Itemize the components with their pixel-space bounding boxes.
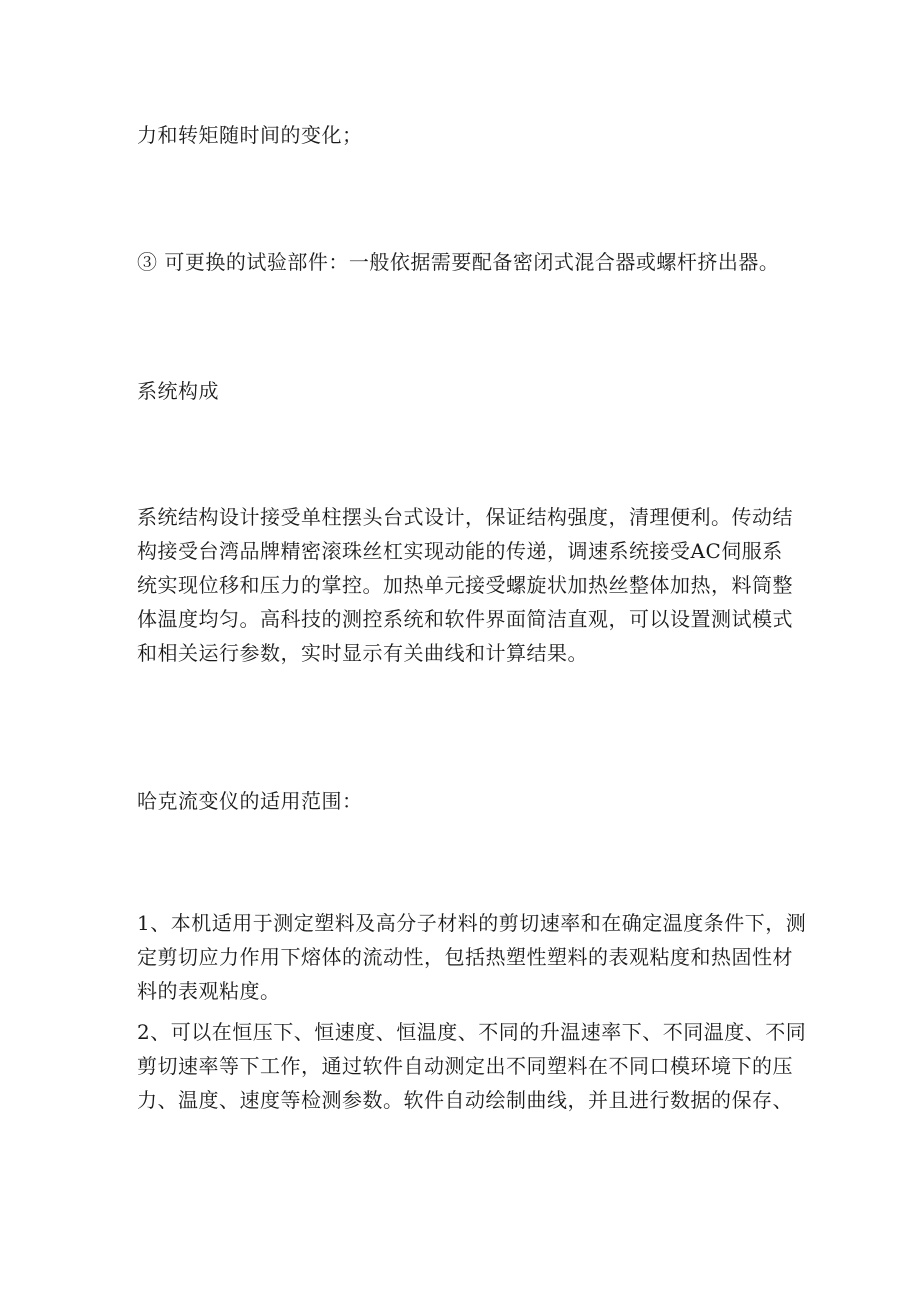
paragraph-line: 1、本机适用于测定塑料及高分子材料的剪切速率和在确定温度条件下，测 [137,911,807,935]
paragraph-line: 体温度均匀。高科技的测控系统和软件界面简洁直观，可以设置测试模式 [137,607,793,631]
paragraph-line: 定剪切应力作用下熔体的流动性，包括热塑性塑料的表观粘度和热固性材 [137,945,793,969]
paragraph-line: 力、温度、速度等检测参数。软件自动绘制曲线，并且进行数据的保存、 [137,1088,793,1112]
paragraph-line: 2、可以在恒压下、恒速度、恒温度、不同的升温速率下、不同温度、不同 [137,1020,807,1044]
section-heading-system: 系统构成 [137,379,219,403]
paragraph-line: 统实现位移和压力的掌控。加热单元接受螺旋状加热丝整体加热，料筒整 [137,573,793,597]
system-paragraph [137,500,793,670]
scope-item-1 [137,906,806,1008]
list-item-3: ③ 可更换的试验部件：一般依据需要配备密闭式混合器或螺杆挤出器。 [137,250,780,274]
paragraph-line: 料的表观粘度。 [137,979,281,1003]
section-heading-scope: 哈克流变仪的适用范围： [137,789,363,813]
paragraph-line: 构接受台湾品牌精密滚珠丝杠实现动能的传递，调速系统接受AC伺服系 [137,539,783,563]
paragraph-line: 剪切速率等下工作，通过软件自动测定出不同塑料在不同口模环境下的压 [137,1054,793,1078]
paragraph-line: 系统结构设计接受单柱摆头台式设计，保证结构强度，清理便利。传动结 [137,505,793,529]
scope-item-2 [137,1015,806,1117]
paragraph-line: 和相关运行参数，实时显示有关曲线和计算结果。 [137,641,588,665]
continuation-line: 力和转矩随时间的变化； [137,123,363,147]
